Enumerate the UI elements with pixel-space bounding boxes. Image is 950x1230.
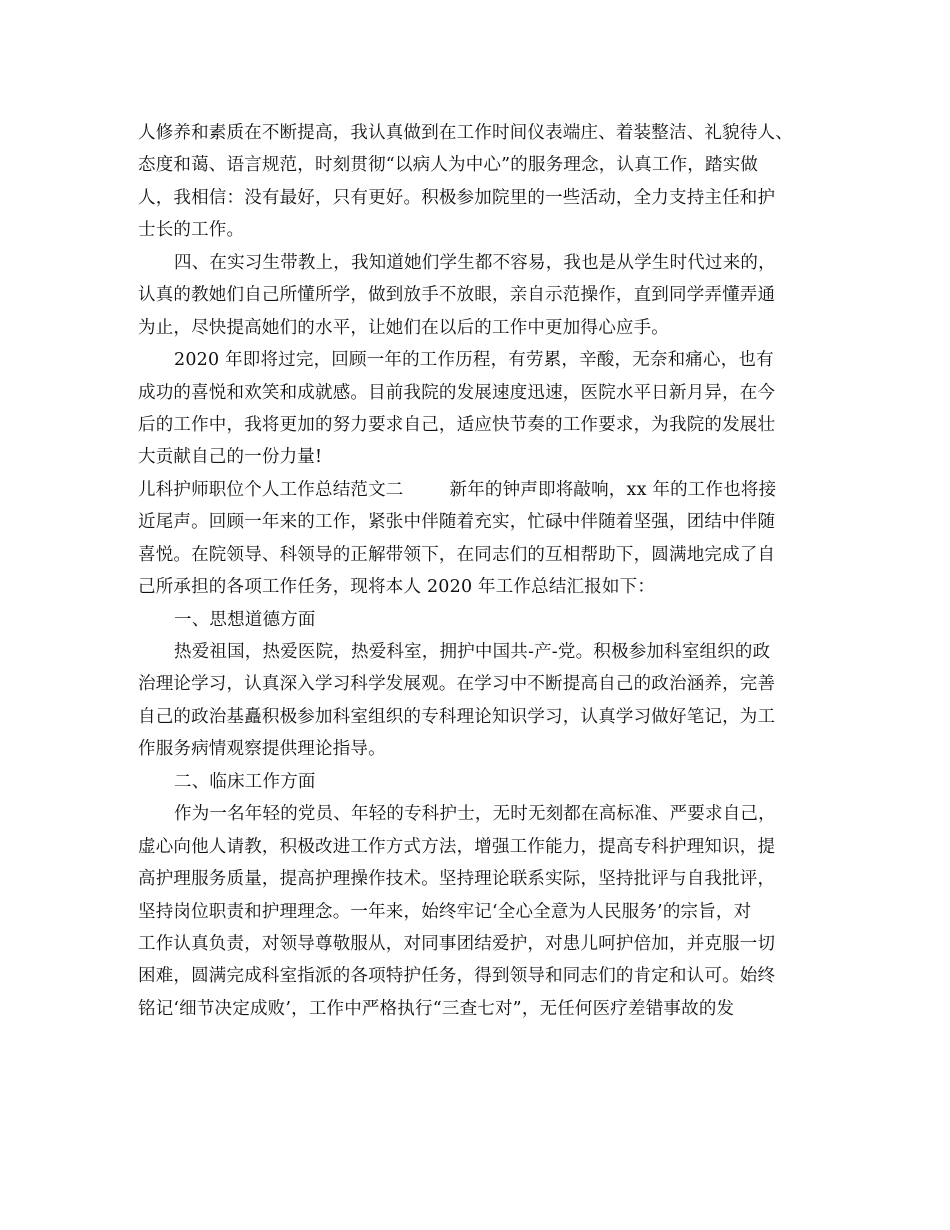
text-line: 治理论学习，认真深入学习科学发展观。在学习中不断提高自己的政治涵养，完善	[138, 674, 776, 695]
subsection-heading: 二、临床工作方面	[174, 771, 316, 792]
text-line: 近尾声。回顾一年来的工作，紧张中伴随着充实，忙碌中伴随着坚强，团结中伴随	[138, 512, 776, 533]
text-line: 己所承担的各项工作任务，现将本人 2020 年工作总结汇报如下：	[138, 577, 656, 598]
text-line: 后的工作中，我将更加的努力要求自己，适应快节奏的工作要求，为我院的发展壮	[138, 414, 776, 435]
text-line: 热爱祖国，热爱医院，热爱科室，拥护中国共-产-党。积极参加科室组织的政	[174, 642, 771, 662]
text-line: 作为一名年轻的党员、年轻的专科护士，无时无刻都在高标准、严要求自己，	[174, 804, 776, 825]
text-line: 作服务病情观察提供理论指导。	[138, 739, 386, 760]
section-title: 儿科护师职位个人工作总结范文二	[138, 479, 404, 500]
text-line: 士长的工作。	[138, 220, 245, 241]
subsection-heading: 一、思想道德方面	[174, 609, 316, 630]
text-line: 虚心向他人请教，积极改进工作方式方法，增强工作能力，提高专科护理知识，提	[138, 836, 776, 857]
text-line: 困难，圆满完成科室指派的各项特护任务，得到领导和同志们的肯定和认可。始终	[138, 966, 776, 987]
text-line: 四、在实习生带教上，我知道她们学生都不容易，我也是从学生时代过来的，	[174, 252, 776, 273]
text-line: 工作认真负责，对领导尊敬服从，对同事团结爱护，对患儿呵护倍加，并克服一切	[138, 933, 776, 954]
text-line: 铭记‘细节决定成败’，工作中严格执行“三查七对”，无任何医疗差错事故的发	[138, 998, 735, 1019]
text-line: 认真的教她们自己所懂所学，做到放手不放眼，亲自示范操作，直到同学弄懂弄通	[138, 285, 776, 306]
text-line: 态度和蔼、语言规范，时刻贯彻“以病人为中心”的服务理念，认真工作，踏实做	[138, 155, 759, 176]
document-body	[138, 117, 828, 1025]
text-line: 人修养和素质在不断提高，我认真做到在工作时间仪表端庄、着装整洁、礼貌待人、	[138, 123, 793, 143]
text-line: 成功的喜悦和欢笑和成就感。目前我院的发展速度迅速，医院水平日新月异，在今	[138, 382, 776, 403]
text-line: 人，我相信：没有最好，只有更好。积极参加院里的一些活动，全力支持主任和护	[138, 187, 776, 208]
text-line: 大贡献自己的一份力量!	[138, 447, 323, 468]
section-intro-text: 新年的钟声即将敲响，xx 年的工作也将接	[449, 479, 777, 500]
text-line: 2020 年即将过完，回顾一年的工作历程，有劳累，辛酸，无奈和痛心，也有	[174, 350, 774, 371]
text-line: 高护理服务质量，提高护理操作技术。坚持理论联系实际，坚持批评与自我批评，	[138, 869, 776, 890]
text-line: 坚持岗位职责和护理理念。一年来，始终牢记‘全心全意为人民服务’的宗旨，对	[138, 901, 752, 922]
text-line: 自己的政治基矗积极参加科室组织的专科理论知识学习，认真学习做好笔记，为工	[138, 706, 776, 727]
text-line: 喜悦。在院领导、科领导的正解带领下，在同志们的互相帮助下，圆满地完成了自	[138, 544, 776, 565]
section-title-line	[138, 474, 828, 506]
text-line: 为止，尽快提高她们的水平，让她们在以后的工作中更加得心应手。	[138, 317, 669, 338]
